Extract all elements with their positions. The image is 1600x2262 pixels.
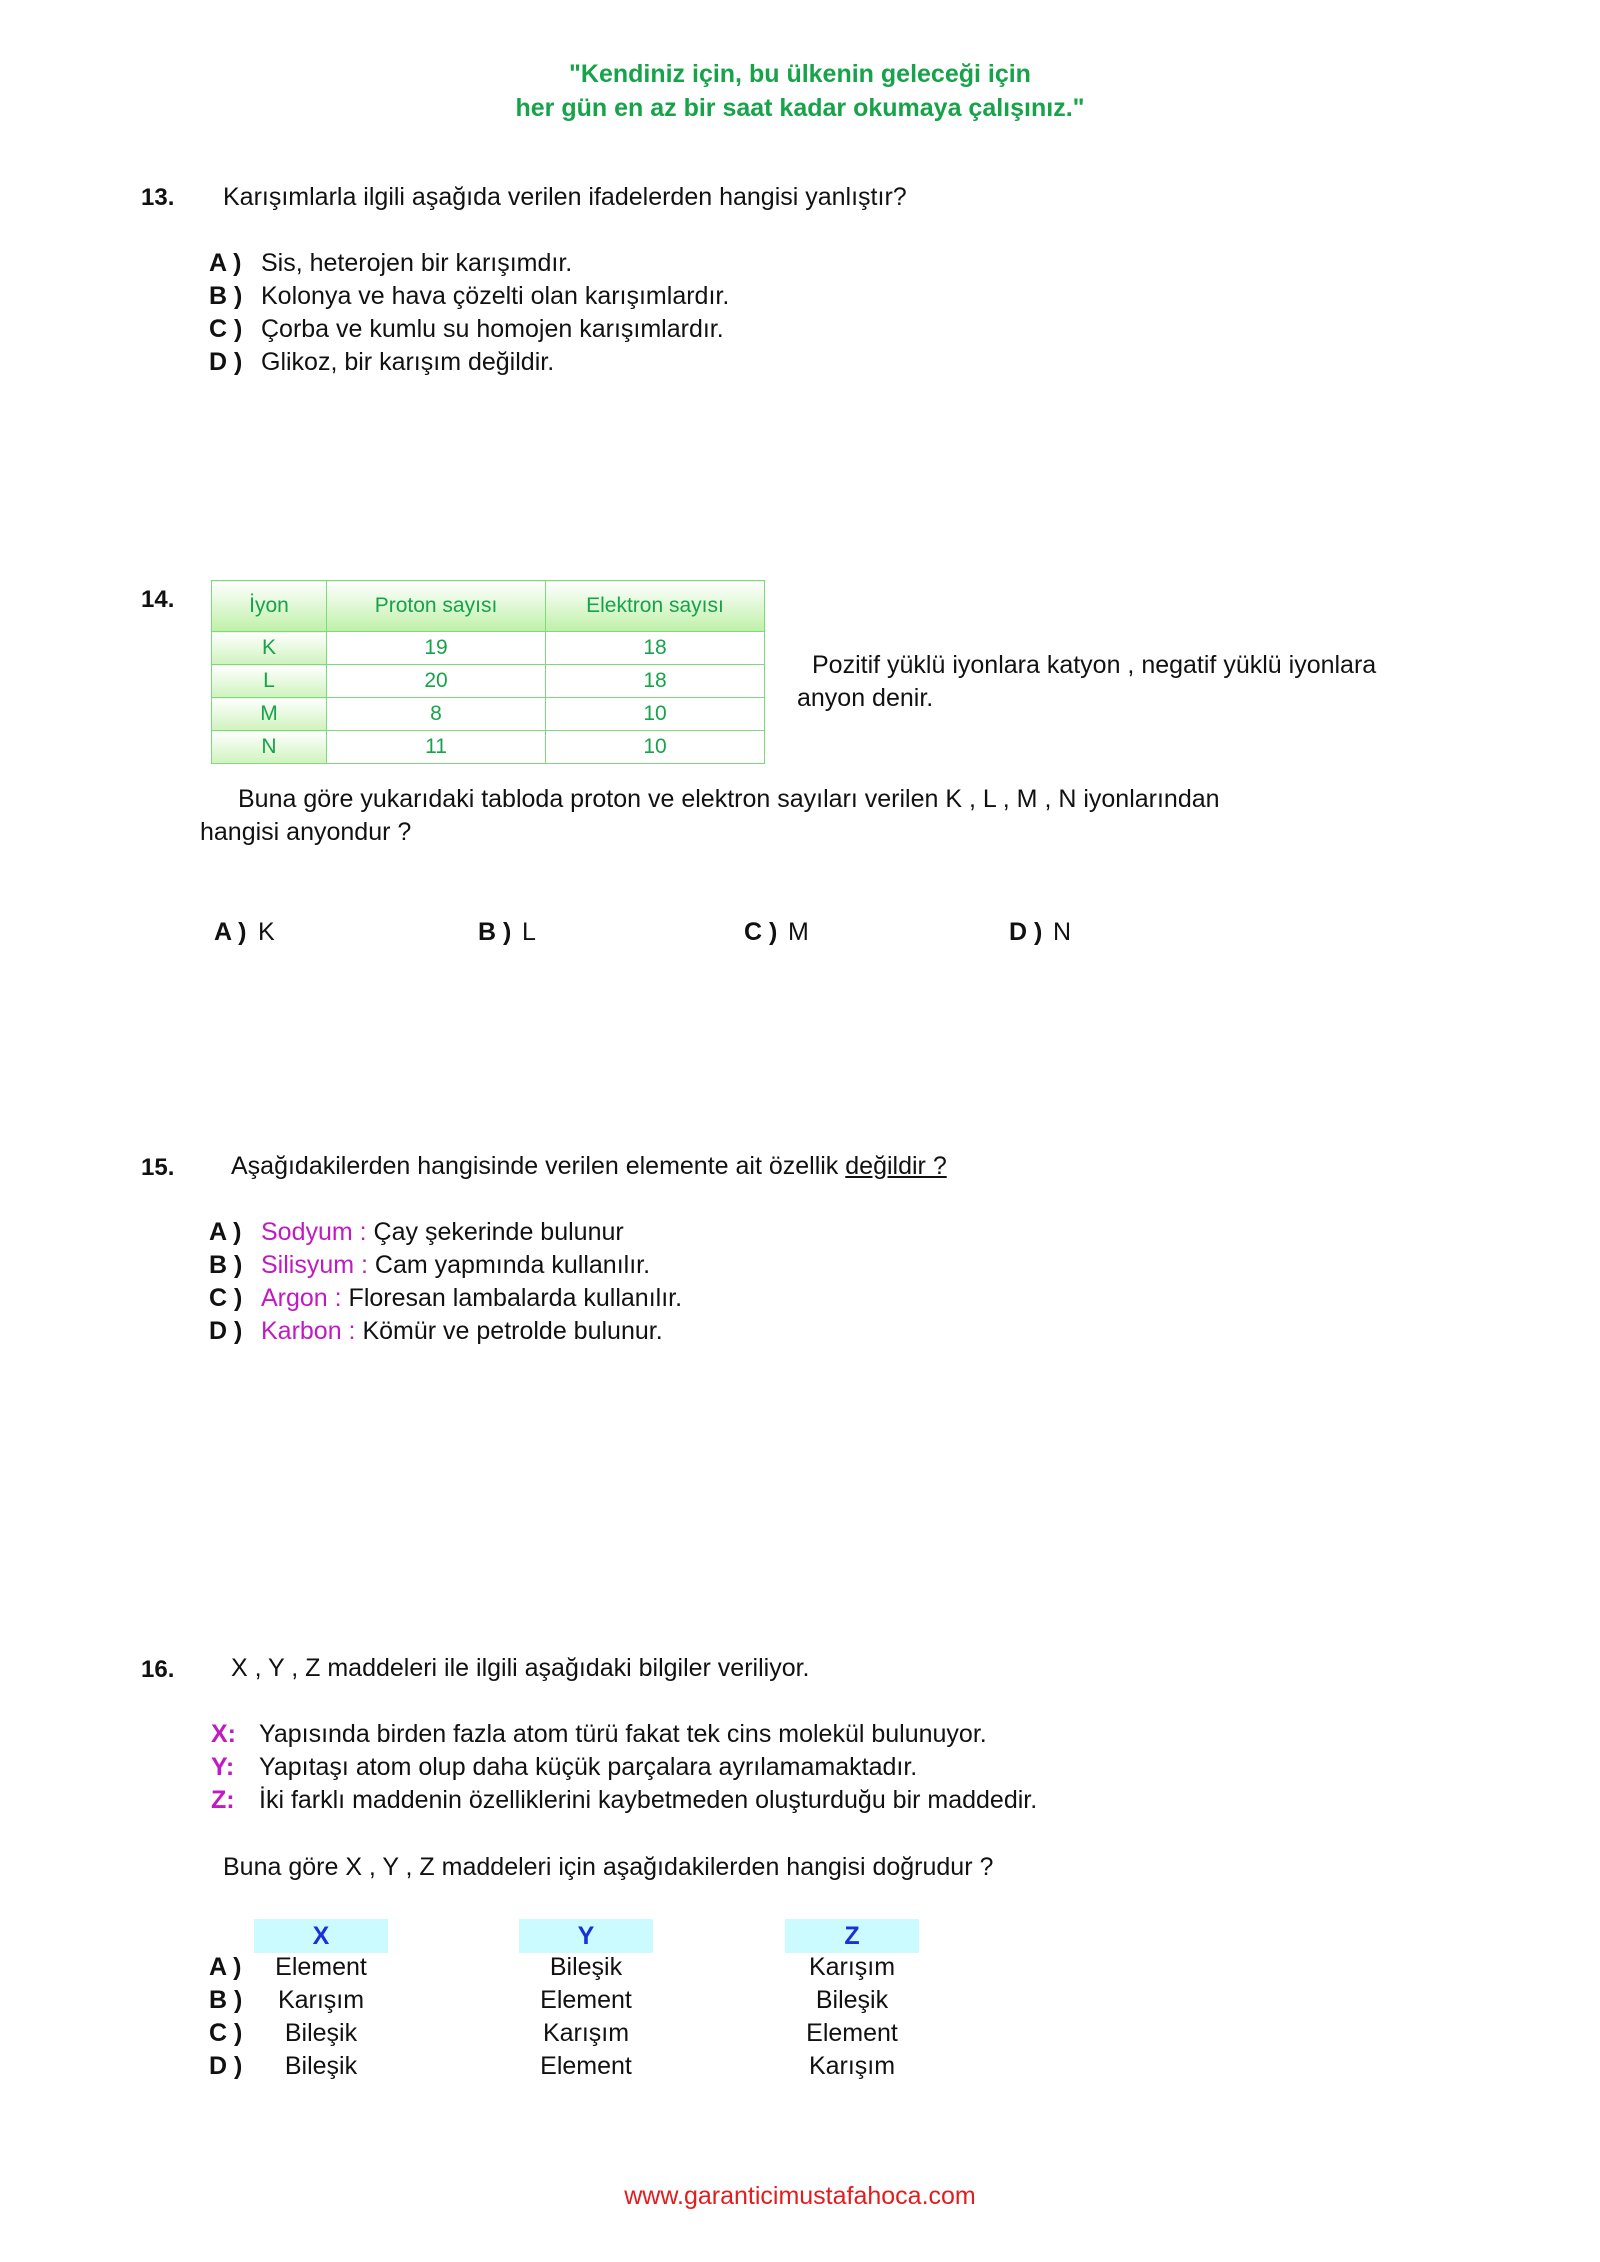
q14-option-c[interactable]: C ) M (744, 918, 809, 946)
footer-url[interactable]: www.garanticimustafahoca.com (624, 2182, 976, 2210)
q16-option-a-z: Karışım (808, 1953, 896, 1981)
q13-text: Karışımlarla ilgili aşağıda verilen ifadelerden hangisi yanlıştır? (223, 183, 907, 211)
column-header-y: Y (519, 1919, 653, 1953)
column-header-z: Z (785, 1919, 919, 1953)
q16-option-b-x: Karışım (277, 1986, 365, 2014)
q16-option-d-y: Element (540, 2052, 632, 2080)
q15-emphasis: değildir ? (845, 1152, 947, 1180)
q14-question-line-1: Buna göre yukarıdaki tabloda proton ve elektron sayıları verilen K , L , M , N iyonlarından (238, 785, 1220, 813)
q14-option-d[interactable]: D ) N (1009, 918, 1072, 946)
table-cell: 18 (546, 665, 765, 698)
table-cell: K (212, 632, 327, 665)
q16-option-c-y: Karışım (542, 2019, 630, 2047)
q16-option-c-z: Element (806, 2019, 898, 2047)
q16-text: X , Y , Z maddeleri ile ilgili aşağıdaki bilgiler veriliyor. (231, 1654, 810, 1682)
q14-option-a[interactable]: A ) K (214, 918, 275, 946)
q16-option-a-y: Bileşik (549, 1953, 623, 1981)
table-row (212, 731, 765, 764)
q14-question-line-2: hangisi anyondur ? (200, 818, 412, 846)
table-cell: 18 (546, 632, 765, 665)
q15-number: 15. (141, 1154, 175, 1181)
q13-option-d[interactable]: D ) Glikoz, bir karışım değildir. (209, 348, 555, 376)
q16-option-c-letter[interactable]: C ) (209, 2019, 243, 2047)
q15-option-b[interactable]: B ) Silisyum : Cam yapmında kullanılır. (209, 1251, 651, 1279)
q16-option-d-letter[interactable]: D ) (209, 2052, 243, 2080)
q13-option-a[interactable]: A ) Sis, heterojen bir karışımdır. (209, 249, 573, 277)
q13-number: 13. (141, 184, 175, 211)
q16-fact-z: Z: İki farklı maddenin özelliklerini kaybetmeden oluşturduğu bir maddedir. (211, 1786, 1038, 1814)
q16-fact-x: X: Yapısında birden fazla atom türü fakat tek cins molekül bulunuyor. (211, 1720, 987, 1748)
table-row (212, 665, 765, 698)
header-quote-line-2: her gün en az bir saat kadar okumaya çalışınız." (515, 94, 1085, 122)
table-cell: N (212, 731, 327, 764)
table-row (212, 632, 765, 665)
q14-option-b[interactable]: B ) L (478, 918, 536, 946)
table-row (212, 698, 765, 731)
table-cell: 20 (327, 665, 546, 698)
q15-option-a[interactable]: A ) Sodyum : Çay şekerinde bulunur (209, 1218, 624, 1246)
q15-option-c[interactable]: C ) Argon : Floresan lambalarda kullanılır. (209, 1284, 683, 1312)
q14-info-line-2: anyon denir. (797, 684, 934, 712)
ion-table-header-row (212, 581, 765, 632)
q15-text: Aşağıdakilerden hangisinde verilen elemente ait özellik değildir ? (231, 1152, 947, 1180)
q16-option-d-z: Karışım (808, 2052, 896, 2080)
table-cell: 19 (327, 632, 546, 665)
table-cell: M (212, 698, 327, 731)
table-cell: 8 (327, 698, 546, 731)
ion-table-header: İyon (212, 581, 327, 632)
q16-fact-y: Y: Yapıtaşı atom olup daha küçük parçalara ayrılamamaktadır. (211, 1753, 918, 1781)
q16-option-b-letter[interactable]: B ) (209, 1986, 243, 2014)
table-cell: 10 (546, 698, 765, 731)
ion-table (211, 580, 765, 764)
q13-option-c[interactable]: C ) Çorba ve kumlu su homojen karışımlardır. (209, 315, 724, 343)
q16-option-b-y: Element (540, 1986, 632, 2014)
ion-table-header: Proton sayısı (327, 581, 546, 632)
column-header-x: X (254, 1919, 388, 1953)
q16-number: 16. (141, 1656, 175, 1683)
q14-info-line-1: Pozitif yüklü iyonlara katyon , negatif yüklü iyonlara (812, 651, 1377, 679)
q14-number: 14. (141, 586, 175, 613)
q15-option-d[interactable]: D ) Karbon : Kömür ve petrolde bulunur. (209, 1317, 663, 1345)
table-cell: 11 (327, 731, 546, 764)
q16-option-b-z: Bileşik (815, 1986, 889, 2014)
q16-option-d-x: Bileşik (284, 2052, 358, 2080)
table-cell: L (212, 665, 327, 698)
q16-option-a-letter[interactable]: A ) (209, 1953, 242, 1981)
q16-option-c-x: Bileşik (284, 2019, 358, 2047)
header-quote-line-1: "Kendiniz için, bu ülkenin geleceği için (569, 60, 1031, 88)
q13-option-b[interactable]: B ) Kolonya ve hava çözelti olan karışımlardır. (209, 282, 730, 310)
q16-option-a-x: Element (275, 1953, 367, 1981)
q16-question: Buna göre X , Y , Z maddeleri için aşağıdakilerden hangisi doğrudur ? (223, 1853, 994, 1881)
table-cell: 10 (546, 731, 765, 764)
ion-table-header: Elektron sayısı (546, 581, 765, 632)
